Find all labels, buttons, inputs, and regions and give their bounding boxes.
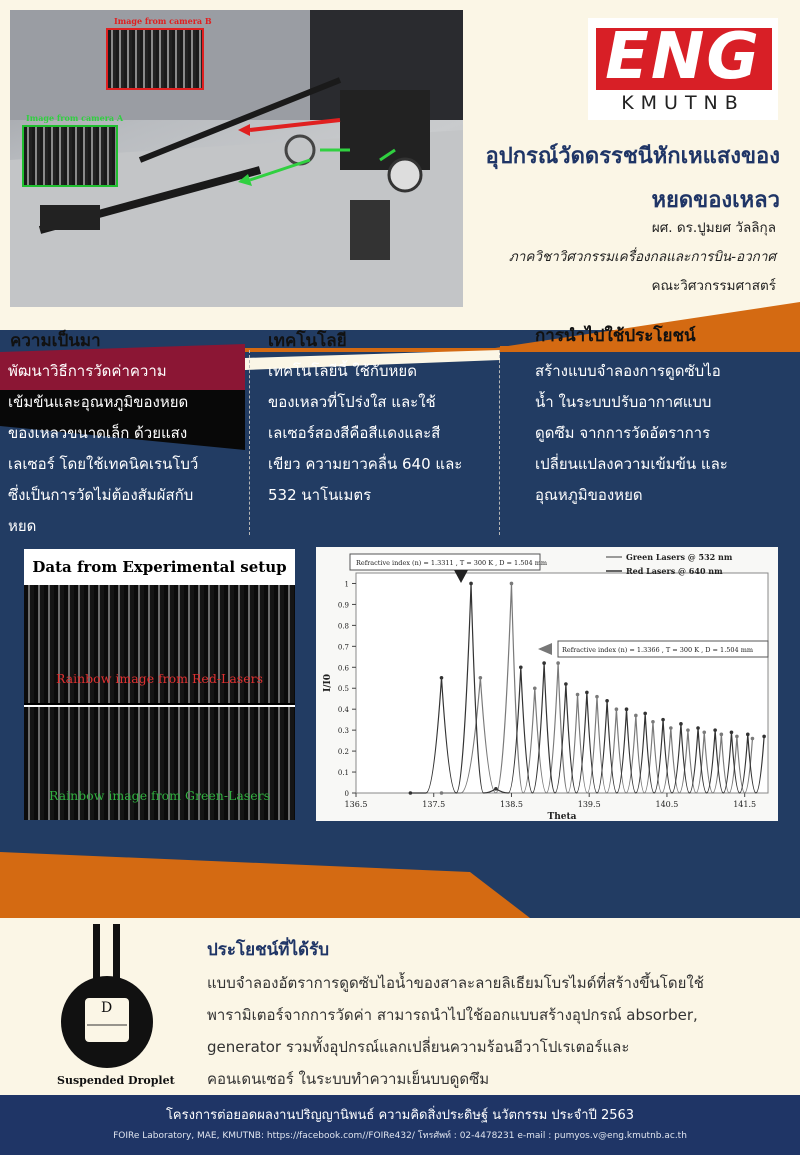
- divider: [249, 350, 250, 535]
- experimental-data-panel: [24, 549, 295, 820]
- poster-title: [470, 135, 780, 223]
- data-point: [669, 726, 673, 730]
- data-point: [696, 726, 700, 730]
- data-point: [409, 791, 413, 795]
- background-heading: ความเป็นมา: [10, 331, 101, 351]
- data-point: [730, 730, 734, 734]
- red-rainbow-caption: Rainbow image from Red-Lasers: [55, 671, 264, 686]
- suspended-droplet-figure: [40, 922, 180, 1072]
- benefits-text: แบบจำลองอัตราการดูดซับไอน้ำของสาละลายลิเธียมโบรไมด์ที่สร้างขึ้นโดยใช้ พารามิเตอร์จากการวัดค่า สามารถนำไปใช้ออกแบบสร้างอุปกรณ์ absorber, generator รวมทั้งอุปกรณ์แลกเปลี่ยนความร้อนอีวาโปเรเตอร์และ คอนเดนเซอร์ ในระบบทำความเย็นบบดูดซึม: [207, 974, 704, 1088]
- camera-a-image: [22, 125, 118, 187]
- y-tick-label: 0.5: [337, 685, 349, 694]
- data-point: [510, 582, 514, 586]
- data-point: [479, 676, 483, 680]
- y-tick-label: 0.9: [337, 601, 349, 610]
- x-tick-label: 136.5: [344, 800, 368, 809]
- data-point: [533, 686, 537, 690]
- experiment-photo: [10, 10, 463, 307]
- y-axis-label: I/I0: [323, 674, 333, 692]
- data-point: [615, 707, 619, 711]
- experimental-data-title: Data from Experimental setup: [24, 549, 295, 585]
- data-point: [542, 661, 546, 665]
- legend-label: Red Lasers @ 640 nm: [626, 566, 723, 576]
- footer-project-line: โครงการต่อยอดผลงานปริญญานิพนธ์ ความคิดสิ่งประดิษฐ์ นวัตกรรม ประจำปี 2563: [165, 1108, 635, 1123]
- data-point: [713, 728, 717, 732]
- background-text: พัฒนาวิธีการวัดค่าความ เข้มข้นและอุณหภูมิของหยด ของเหลวขนาดเล็ก ด้วยแสง เลเซอร์ โดยใช้เทคนิคเรนโบว์ ซึ่งเป็นการวัดไม่ต้องสัมผัสกับ หยด: [8, 362, 199, 535]
- data-point: [762, 735, 766, 739]
- y-tick-label: 0.8: [337, 622, 349, 631]
- data-point: [651, 720, 655, 724]
- title-line-2: หยดของเหลว: [651, 188, 780, 213]
- data-point: [595, 695, 599, 699]
- data-point: [625, 707, 629, 711]
- data-point: [605, 699, 609, 703]
- droplet-diameter-label: D: [101, 1000, 113, 1016]
- eng-kmutnb-logo: ENG KMUTNB: [588, 18, 778, 120]
- bottom-bands: [0, 852, 800, 922]
- y-tick-label: 1: [344, 580, 349, 589]
- data-point: [679, 722, 683, 726]
- author-name: ผศ. ดร.ปูมยศ วัลลิกุล: [651, 220, 776, 236]
- data-point: [634, 714, 638, 718]
- y-tick-label: 0.1: [337, 769, 349, 778]
- author-department: ภาควิชาวิศวกรรมเครื่องกลและการบิน-อวกาศ: [508, 249, 776, 265]
- data-point: [661, 718, 665, 722]
- x-axis-label: Theta: [547, 812, 577, 821]
- data-point: [494, 787, 498, 791]
- technology-text: เทคโนโลยีนี้ ใช้กับหยด ของเหลวที่โปร่งใส และใช้ เลเซอร์สองสีคือสีแดงและสี เขียว ความยาวคลื่น 640 และ 532 นาโนเมตร: [268, 362, 463, 504]
- data-point: [751, 737, 755, 741]
- data-point: [440, 676, 444, 680]
- data-point: [564, 682, 568, 686]
- y-tick-label: 0.6: [337, 664, 349, 673]
- data-point: [720, 733, 724, 737]
- x-tick-label: 139.5: [577, 800, 601, 809]
- divider: [499, 350, 500, 535]
- data-point: [519, 665, 523, 669]
- camera-a-caption: Image from camera A: [26, 113, 124, 123]
- x-tick-label: 141.5: [733, 800, 757, 809]
- title-line-1: อุปกรณ์วัดดรรชนีหักเหแสงของ: [485, 144, 780, 169]
- y-tick-label: 0.3: [337, 727, 349, 736]
- application-heading: การนำไปใช้ประโยชน์: [535, 326, 696, 346]
- x-tick-label: 137.5: [422, 800, 446, 809]
- data-point: [735, 735, 739, 739]
- y-tick-label: 0.2: [337, 748, 349, 757]
- camera-b-image: [106, 28, 204, 90]
- x-tick-label: 138.5: [500, 800, 523, 809]
- data-point: [585, 691, 589, 695]
- y-tick-label: 0.7: [337, 643, 349, 652]
- author-faculty: คณะวิศวกรรมศาสตร์: [651, 278, 776, 294]
- data-point: [576, 693, 580, 697]
- annotation-text: Refractive index (n) = 1.3311 , T = 300 K , D = 1.504 mm: [356, 559, 548, 567]
- application-text: สร้างแบบจำลองการดูดซับไอ น้ำ ในระบบปรับอากาศแบบ ดูดซึม จากการวัดอัตราการ เปลี่ยนแปลงความเข้มข้น และ อุณหภูมิของหยด: [535, 362, 728, 504]
- y-tick-label: 0.4: [337, 706, 349, 715]
- chart-svg: [316, 547, 778, 821]
- technology-heading: เทคโนโลยี: [268, 331, 347, 351]
- footer-contact-line: FOIRe Laboratory, MAE, KMUTNB: https://facebook.com//FOIRe432/ โทรศัพท์ : 02-4478231 e-mail : pumyos.v@eng.kmutnb.ac.th: [113, 1131, 687, 1141]
- data-point: [702, 730, 706, 734]
- annotation-text: Refractive index (n) = 1.3366 , T = 300 K , D = 1.504 mm: [562, 646, 754, 654]
- data-point: [686, 728, 690, 732]
- data-point: [643, 712, 647, 716]
- data-point: [469, 582, 473, 586]
- x-tick-label: 140.5: [655, 800, 679, 809]
- benefits-heading: ประโยชน์ที่ได้รับ: [207, 940, 330, 960]
- data-point: [556, 661, 560, 665]
- camera-b-caption: Image from camera B: [114, 16, 212, 26]
- green-rainbow-caption: Rainbow image from Green-Lasers: [48, 788, 270, 803]
- y-tick-label: 0: [344, 790, 349, 798]
- rainbow-intensity-chart: [316, 547, 778, 821]
- data-point: [746, 733, 750, 737]
- green-rainbow-image: [24, 707, 295, 820]
- droplet-caption: Suspended Droplet: [57, 1074, 175, 1087]
- legend-label: Green Lasers @ 532 nm: [626, 552, 733, 562]
- data-point: [440, 791, 444, 795]
